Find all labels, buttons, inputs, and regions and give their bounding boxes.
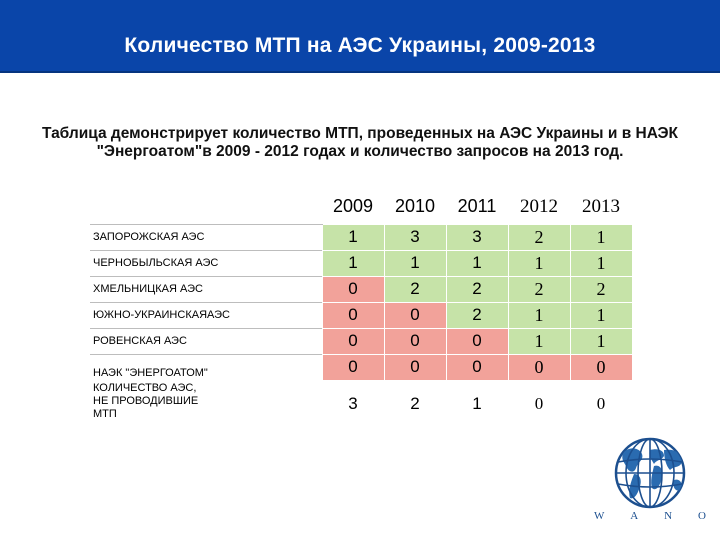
total-cell: 1 — [446, 380, 508, 428]
logo-letter: A — [630, 510, 639, 522]
table-cell: 1 — [570, 302, 632, 328]
table-cell: 0 — [384, 328, 446, 354]
table-cell: 2 — [570, 276, 632, 302]
mtp-table — [90, 190, 633, 429]
header-year: 2013 — [582, 195, 620, 217]
total-cell: 2 — [384, 380, 446, 428]
table-cell: 0 — [322, 354, 384, 380]
row-label: ЧЕРНОБЫЛЬСКАЯ АЭС — [90, 250, 322, 276]
table-cell: 2 — [508, 224, 570, 250]
total-cell: 3 — [322, 380, 384, 428]
table-cell: 1 — [446, 250, 508, 276]
table-cell: 2 — [508, 276, 570, 302]
table-cell: 1 — [384, 250, 446, 276]
header-year: 2009 — [332, 196, 374, 217]
table-cell: 1 — [570, 328, 632, 354]
row-label: НАЭК "ЭНЕРГОАТОМ" — [90, 354, 322, 380]
table-cell: 1 — [508, 302, 570, 328]
table-cell: 0 — [384, 302, 446, 328]
header-year: 2010 — [394, 196, 436, 217]
logo-letter: W — [594, 510, 605, 522]
table-cell: 2 — [446, 302, 508, 328]
table-cell: 0 — [570, 354, 632, 380]
table-row — [90, 354, 632, 380]
table-cell: 0 — [322, 328, 384, 354]
table-cell: 1 — [322, 250, 384, 276]
row-label: ЗАПОРОЖСКАЯ АЭС — [90, 224, 322, 250]
table-row — [90, 250, 632, 276]
header-year: 2011 — [457, 196, 497, 217]
logo-letter: O — [698, 510, 706, 522]
table-cell: 1 — [570, 224, 632, 250]
table-row — [90, 276, 632, 302]
title-bar — [0, 0, 720, 73]
total-row — [90, 380, 632, 428]
table-cell: 0 — [446, 328, 508, 354]
table-row — [90, 328, 632, 354]
table-cell: 1 — [508, 328, 570, 354]
row-label: ЮЖНО-УКРАИНСКАЯАЭС — [90, 302, 322, 328]
table-cell: 0 — [322, 276, 384, 302]
table-cell: 0 — [446, 354, 508, 380]
table-row — [90, 224, 632, 250]
total-label: КОЛИЧЕСТВО АЭС, НЕ ПРОВОДИВШИЕ МТП — [93, 382, 199, 420]
logo-letters — [594, 510, 706, 522]
table-cell: 2 — [446, 276, 508, 302]
header-empty — [90, 190, 322, 224]
row-label: ХМЕЛЬНИЦКАЯ АЭС — [90, 276, 322, 302]
table-cell: 3 — [446, 224, 508, 250]
page-title: Количество МТП на АЭС Украины, 2009-2013 — [124, 34, 596, 57]
header-year: 2012 — [520, 195, 558, 217]
table-cell: 0 — [384, 354, 446, 380]
total-cell: 0 — [508, 380, 570, 428]
table-cell: 1 — [570, 250, 632, 276]
table-cell: 2 — [384, 276, 446, 302]
wano-logo — [594, 436, 706, 532]
globe-icon — [594, 436, 706, 510]
row-label: РОВЕНСКАЯ АЭС — [90, 328, 322, 354]
table-cell: 1 — [322, 224, 384, 250]
table-cell: 1 — [508, 250, 570, 276]
logo-letter: N — [664, 510, 673, 522]
table-cell: 0 — [322, 302, 384, 328]
table-cell: 3 — [384, 224, 446, 250]
table-row — [90, 302, 632, 328]
table-header-row — [90, 190, 632, 224]
table-cell: 0 — [508, 354, 570, 380]
table-description: Таблица демонстрирует количество МТП, проведенных на АЭС Украины и в НАЭК "Энергоатом"в 2009 - 2012 годах и количество запросов на 2013 год. — [41, 125, 679, 160]
total-cell: 0 — [570, 380, 632, 428]
